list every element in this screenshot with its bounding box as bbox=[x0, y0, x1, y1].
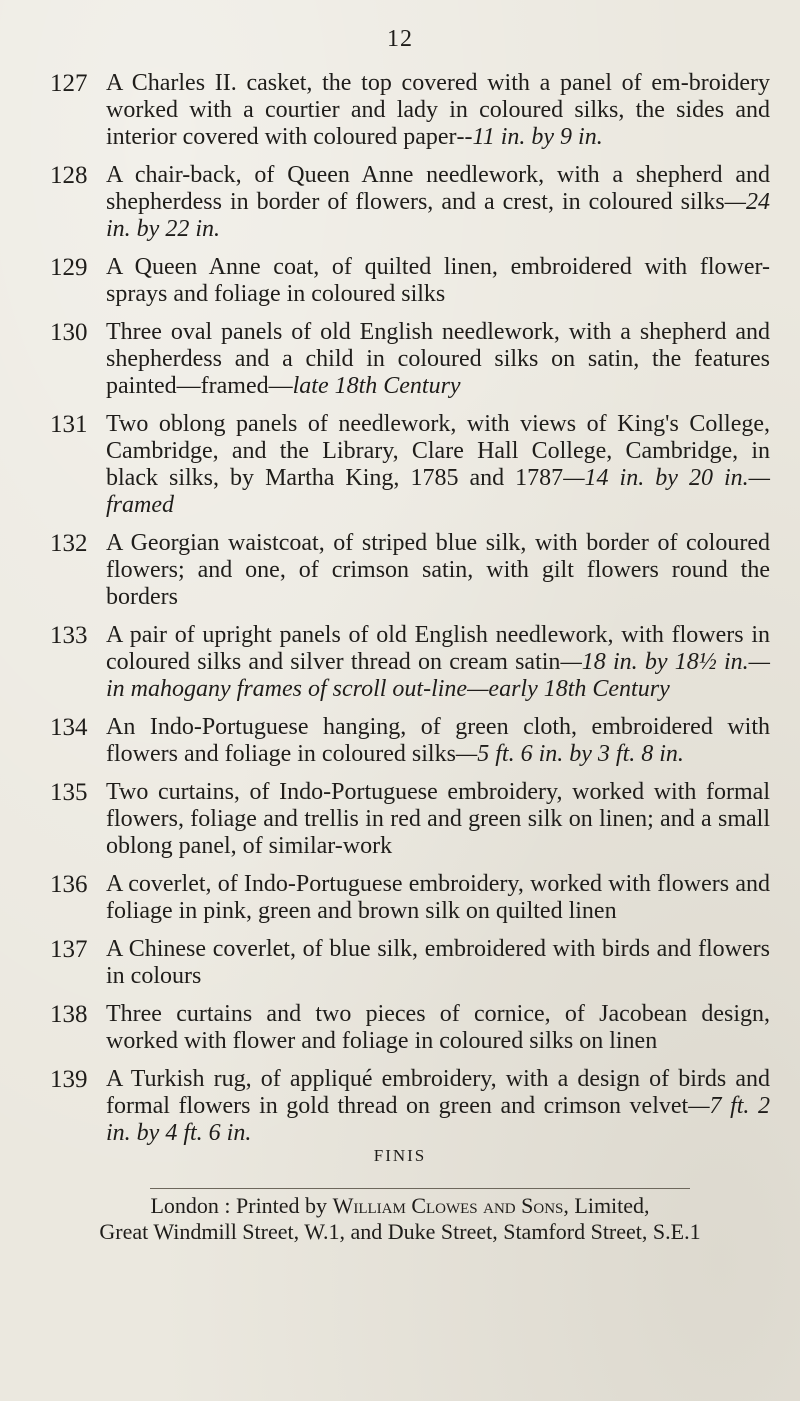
lot-description-text: A Charles II. casket, the top covered with a panel of em-broidery worked with a courtier and lady in coloured silks, the sides and interior covered with coloured paper bbox=[106, 70, 770, 150]
lot-number: 133 bbox=[50, 622, 88, 649]
lot-entry bbox=[50, 70, 770, 151]
lot-entry bbox=[50, 1066, 770, 1147]
lot-dimensions: --11 in. by 9 in. bbox=[456, 124, 603, 150]
lot-description bbox=[106, 530, 770, 611]
lot-description bbox=[106, 936, 770, 990]
lot-entry bbox=[50, 530, 770, 611]
lot-number: 132 bbox=[50, 530, 88, 557]
lot-entry bbox=[50, 254, 770, 308]
lot-description-text: A coverlet, of Indo-Portuguese embroidery, worked with flowers and foliage in pink, green and brown silk on quilted linen bbox=[106, 871, 770, 924]
lot-description bbox=[106, 162, 770, 243]
lot-number: 135 bbox=[50, 779, 88, 806]
lot-entry bbox=[50, 714, 770, 768]
lot-list bbox=[50, 70, 770, 1158]
lot-entry bbox=[50, 411, 770, 519]
lot-description bbox=[106, 622, 770, 703]
lot-entry bbox=[50, 622, 770, 703]
lot-number: 134 bbox=[50, 714, 88, 741]
lot-description bbox=[106, 871, 770, 925]
printer-prefix: London : Printed by bbox=[150, 1193, 333, 1218]
finis-mark: FINIS bbox=[373, 1146, 427, 1165]
lot-description-text: A Chinese coverlet, of blue silk, embroidered with birds and flowers in colours bbox=[106, 936, 770, 989]
lot-entry bbox=[50, 319, 770, 400]
lot-description-text: A Georgian waistcoat, of striped blue silk, with border of coloured flowers; and one, of crimson satin, with gilt flowers round the borders bbox=[106, 530, 770, 610]
printer-name: William Clowes and Sons bbox=[332, 1193, 564, 1218]
lot-dimensions: —18 in. by 18½ in.—in mahogany frames of scroll out-line—early 18th Century bbox=[106, 649, 770, 702]
lot-dimensions: —7 ft. 2 in. by 4 ft. 6 in. bbox=[106, 1093, 770, 1146]
lot-description-text: An Indo-Portuguese hanging, of green cloth, embroidered with flowers and foliage in coloured silks bbox=[106, 714, 770, 767]
lot-description-text: A Turkish rug, of appliqué embroidery, with a design of birds and formal flowers in gold thread on green and crimson velvet bbox=[106, 1066, 770, 1119]
lot-description bbox=[106, 714, 770, 768]
lot-number: 128 bbox=[50, 162, 88, 189]
lot-number: 127 bbox=[50, 70, 88, 97]
lot-number: 137 bbox=[50, 936, 88, 963]
lot-number: 131 bbox=[50, 411, 88, 438]
lot-dimensions: —14 in. by 20 in.—framed bbox=[106, 465, 770, 518]
lot-entry bbox=[50, 1001, 770, 1055]
printer-imprint-line-1 bbox=[0, 1193, 800, 1219]
lot-dimensions: —5 ft. 6 in. by 3 ft. 8 in. bbox=[455, 741, 684, 767]
lot-number: 136 bbox=[50, 871, 88, 898]
lot-entry bbox=[50, 162, 770, 243]
lot-description-text: Two curtains, of Indo-Portuguese embroidery, worked with formal flowers, foliage and trellis in red and green silk on linen; and a small oblong panel, of similar-work bbox=[106, 779, 770, 859]
lot-description-text: Three curtains and two pieces of cornice, of Jacobean design, worked with flower and foliage in coloured silks on linen bbox=[106, 1001, 770, 1054]
lot-dimensions: late 18th Century bbox=[292, 373, 461, 399]
lot-number: 139 bbox=[50, 1066, 88, 1093]
lot-description-text: A pair of upright panels of old English needlework, with flowers in coloured silks and silver thread on cream satin bbox=[106, 622, 770, 675]
lot-entry bbox=[50, 871, 770, 925]
lot-description bbox=[106, 779, 770, 860]
lot-description bbox=[106, 319, 770, 400]
lot-entry bbox=[50, 936, 770, 990]
lot-description bbox=[106, 254, 770, 308]
printer-imprint-line-2: Great Windmill Street, W.1, and Duke Street, Stamford Street, S.E.1 bbox=[99, 1219, 701, 1244]
lot-description-text: Two oblong panels of needlework, with views of King's College, Cambridge, and the Library, Clare Hall College, Cambridge, in black silks, by Martha King, 1785 and 1787 bbox=[106, 411, 770, 491]
lot-description-text: A chair-back, of Queen Anne needlework, with a shepherd and shepherdess in border of flowers, and a crest, in coloured silks bbox=[106, 162, 770, 215]
footer-rule bbox=[150, 1188, 690, 1189]
lot-description bbox=[106, 70, 770, 151]
page-number: 12 bbox=[387, 26, 413, 52]
lot-description bbox=[106, 1001, 770, 1055]
lot-dimensions: —24 in. by 22 in. bbox=[106, 189, 770, 242]
lot-number: 129 bbox=[50, 254, 88, 281]
lot-number: 138 bbox=[50, 1001, 88, 1028]
lot-description-text: A Queen Anne coat, of quilted linen, embroidered with flower-sprays and foliage in coloured silks bbox=[106, 254, 770, 307]
lot-description bbox=[106, 411, 770, 519]
lot-number: 130 bbox=[50, 319, 88, 346]
lot-description bbox=[106, 1066, 770, 1147]
lot-entry bbox=[50, 779, 770, 860]
printer-suffix: , Limited, bbox=[563, 1193, 650, 1218]
lot-description-text: Three oval panels of old English needlework, with a shepherd and shepherdess and a child in coloured silks on satin, the features painted—framed— bbox=[106, 319, 770, 399]
